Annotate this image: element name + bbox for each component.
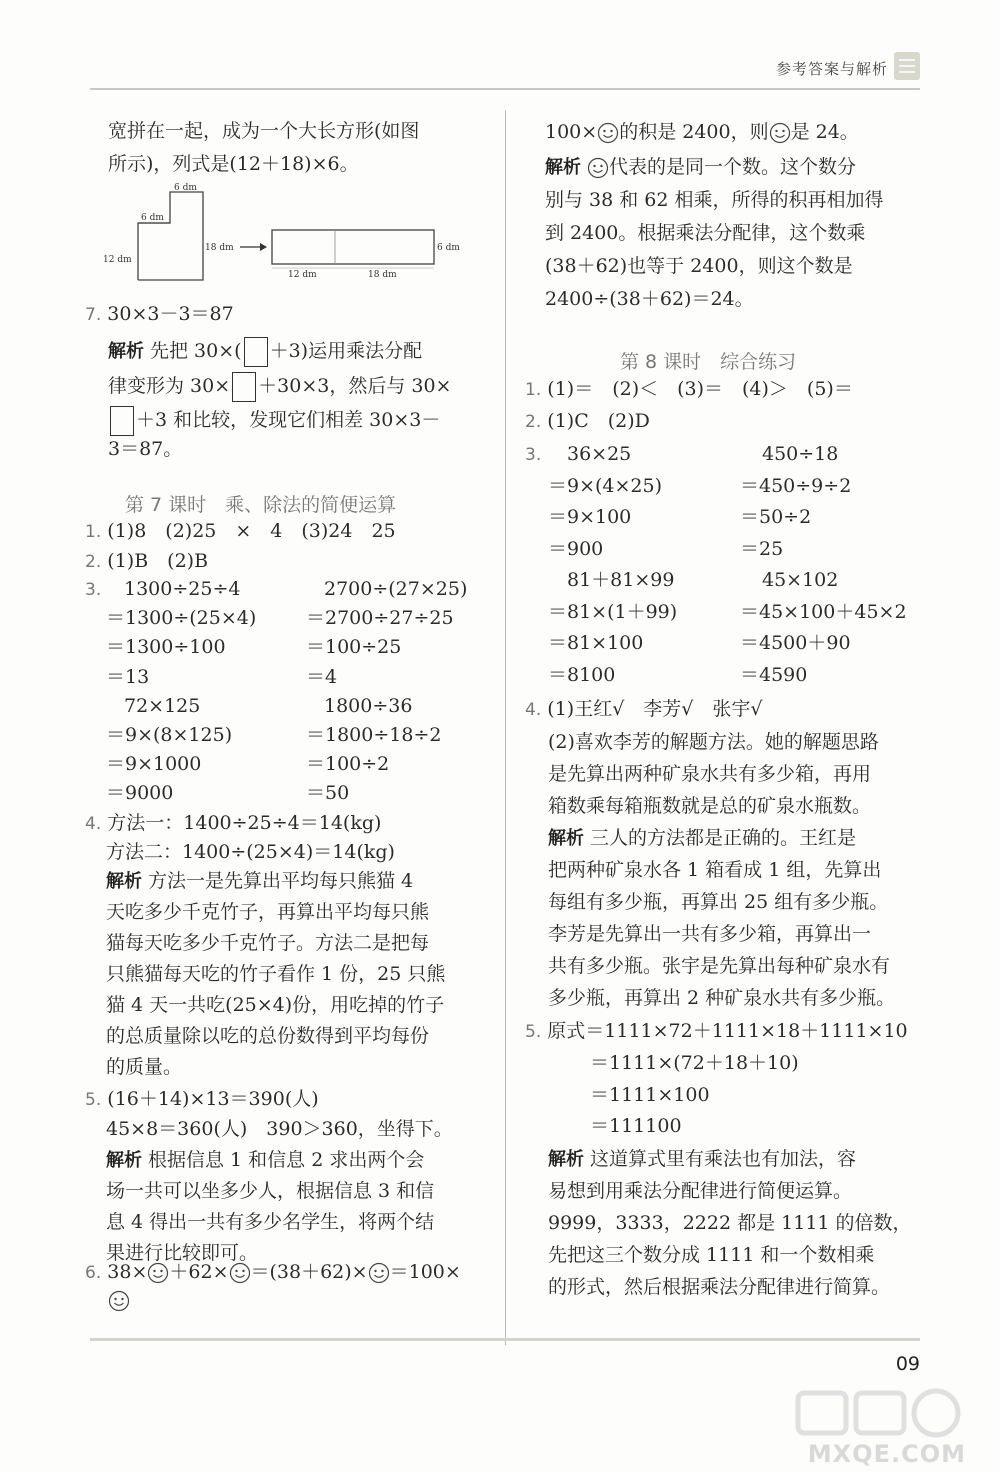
header-rule (90, 88, 920, 90)
q7-number: 7. (85, 305, 102, 325)
a5-jx-3: 息 4 得出一共有多少名学生，将两个结 (106, 1211, 435, 1233)
calc-line: ＝81×100 (548, 632, 644, 654)
footer-rule (90, 1338, 920, 1341)
b4-line-1: 4. (1)王红√ 李芳√ 张宇√ (525, 698, 763, 720)
calc-line: ＝100÷25 (306, 636, 402, 658)
calc-line: 36×25 (567, 443, 632, 465)
b4-jx-2: 把两种矿泉水各 1 箱看成 1 组，先算出 (548, 859, 882, 881)
a4-jx-6: 的总质量除以吃的总份数得到平均每份 (106, 1025, 430, 1047)
r-jx-4: (38＋62)也等于 2400，则这个数是 (545, 255, 853, 277)
a5-jx-4: 果进行比较即可。 (106, 1242, 259, 1264)
lesson8-title: 第 8 课时 综合练习 (620, 351, 797, 373)
intro-line-1: 宽拼在一起，成为一个大长方形(如图 (108, 120, 420, 142)
fig-label-6dm-right: 6 dm (437, 243, 460, 253)
b5-jx-1: 解析 这道算式里有乘法也有加法，容 (548, 1148, 857, 1170)
q7-answer: 30×3－3＝87 (107, 303, 234, 325)
column-divider (505, 110, 506, 1345)
calc-line: ＝4500＋90 (740, 632, 851, 654)
calc-line: 45×102 (762, 569, 839, 591)
q7-line (85, 305, 234, 324)
a6-line: 6. 38× ＋62× ＝(38＋62)× ＝100× (85, 1261, 461, 1283)
calc-line: ＝9×(4×25) (548, 475, 663, 497)
calc-line: ＝13 (106, 666, 150, 688)
b5-line-3: ＝1111×100 (590, 1084, 710, 1106)
b5-jx-5: 的形式，然后根据乘法分配律进行简算。 (548, 1276, 891, 1298)
rectangle-figure (100, 180, 480, 290)
calc-line: ＝9×100 (548, 506, 632, 528)
calc-line: ＝9×1000 (106, 753, 202, 775)
calc-line: 2700÷(27×25) (324, 578, 468, 600)
a4-jx-3: 猫每天吃多少千克竹子。方法二是把每 (106, 932, 430, 954)
calc-line: ＝1800÷18÷2 (306, 724, 442, 746)
calc-line: ＝25 (740, 538, 784, 560)
b5-line-1: 5. 原式＝1111×72＋1111×18＋1111×10 (525, 1020, 908, 1042)
a4-jx-7: 的质量。 (106, 1056, 183, 1078)
header-title: 参考答案与解析 (775, 60, 888, 78)
calc-line: 81＋81×99 (567, 569, 675, 591)
page-number: 09 (895, 1353, 920, 1375)
b1-line: 1. (1)＝ (2)＜ (3)＝ (4)＞ (5)＝ (525, 378, 853, 400)
blank-box (244, 337, 268, 367)
r-jx-1: 解析 代表的是同一个数。这个数分 (545, 156, 857, 178)
q7-jx-4: 3＝87。 (108, 438, 183, 460)
intro-line-2: 所示)，列式是(12＋18)×6。 (108, 153, 359, 175)
a4-jx-5: 猫 4 天一共吃(25×4)份，用吃掉的竹子 (106, 994, 445, 1016)
calc-line: ＝4590 (740, 664, 808, 686)
book-icon (894, 52, 920, 80)
b5-jx-4: 先把这三个数分成 1111 和一个数相乘 (548, 1244, 875, 1266)
b5-jx-3: 9999，3333，2222 都是 1111 的倍数， (548, 1212, 912, 1234)
a5-jx-1: 解析 根据信息 1 和信息 2 求出两个会 (106, 1149, 425, 1171)
calc-line: 1800÷36 (324, 695, 413, 717)
b5-line-4: ＝111100 (590, 1115, 682, 1137)
calc-line: ＝9×(8×125) (106, 724, 233, 746)
a5-line-1: 5. (16＋14)×13＝390(人) (85, 1088, 319, 1110)
calc-line: ＝50÷2 (740, 506, 812, 528)
calc-line: ＝100÷2 (306, 753, 390, 775)
calc-line: ＝9000 (106, 782, 174, 804)
a3-number: 3. (85, 580, 102, 600)
r-jx-5: 2400÷(38＋62)＝24。 (545, 288, 754, 310)
r-jx-3: 到 2400。根据乘法分配律，这个数乘 (545, 222, 866, 244)
smiley-icon (108, 1290, 130, 1312)
b4-jx-6: 多少瓶，再算出 2 种矿泉水共有多少瓶。 (548, 987, 896, 1009)
calc-line: ＝4 (306, 666, 338, 688)
b4-line-3: 是先算出两种矿泉水共有多少箱，再用 (548, 763, 872, 785)
a4-jx-4: 只熊猫每天吃的竹子看作 1 份，25 只熊 (106, 963, 446, 985)
a5-line-2: 45×8＝360(人) 390＞360，坐得下。 (106, 1118, 453, 1140)
a4-line-1: 4. 方法一：1400÷25÷4＝14(kg) (85, 812, 382, 834)
lesson7-title: 第 7 课时 乘、除法的简便运算 (125, 494, 397, 516)
b4-jx-4: 李芳是先算出一共有多少箱，再算出一 (548, 923, 872, 945)
jx-label: 解析 (108, 341, 144, 362)
fig-label-18dm-bottom: 18 dm (368, 270, 397, 280)
a4-jx-1: 解析 方法一是先算出平均每只熊猫 4 (106, 870, 414, 892)
calc-line: ＝450÷9÷2 (740, 475, 852, 497)
calc-line: ＝50 (306, 782, 350, 804)
b3-number: 3. (525, 445, 542, 465)
smiley-icon (368, 1262, 390, 1284)
b4-jx-3: 每组有多少瓶，再算出 25 组有多少瓶。 (548, 891, 889, 913)
fig-label-6dm-mid: 6 dm (141, 213, 164, 223)
a1-line: 1. (1)8 (2)25 × 4 (3)24 25 (85, 520, 396, 542)
a5-jx-2: 场一共可以坐多少人，根据信息 3 和信 (106, 1180, 435, 1202)
a2-line: 2. (1)B (2)B (85, 550, 209, 572)
b5-jx-2: 易想到用乘法分配律进行简便运算。 (548, 1180, 853, 1202)
blank-box (110, 406, 134, 436)
b4-line-2: (2)喜欢李芳的解题方法。她的解题思路 (548, 731, 879, 753)
calc-line: ＝1300÷(25×4) (106, 607, 257, 629)
b4-jx-5: 共有多少瓶。张宇是先算出每种矿泉水有 (548, 955, 891, 977)
smiley-icon (147, 1262, 169, 1284)
r-jx-2: 别与 38 和 62 相乘，所得的积再相加得 (545, 189, 884, 211)
calc-line: 450÷18 (762, 443, 839, 465)
smiley-icon (587, 157, 609, 179)
b4-line-4: 箱数乘每箱瓶数就是总的矿泉水瓶数。 (548, 795, 872, 817)
fig-label-6dm-top: 6 dm (174, 183, 197, 193)
b4-jx-1: 解析 三人的方法都是正确的。王红是 (548, 827, 857, 849)
b2-line: 2. (1)C (2)D (525, 410, 650, 432)
smiley-icon (597, 122, 619, 144)
smiley-icon (229, 1262, 251, 1284)
calc-line: 72×125 (124, 695, 201, 717)
a4-jx-2: 天吃多少千克竹子，再算出平均每只熊 (106, 901, 430, 923)
fig-label-12dm-bottom: 12 dm (288, 270, 317, 280)
a4-line-2: 方法二：1400÷(25×4)＝14(kg) (106, 841, 395, 863)
calc-line: ＝81×(1＋99) (548, 601, 678, 623)
fig-label-12dm: 12 dm (103, 255, 132, 265)
calc-line: ＝900 (548, 538, 604, 560)
fig-label-18dm: 18 dm (205, 243, 234, 253)
calc-line: ＝45×100＋45×2 (740, 601, 907, 623)
calc-line: ＝1300÷100 (106, 636, 226, 658)
watermark-site: MXQE.COM (807, 1440, 966, 1468)
calc-line: ＝2700÷27÷25 (306, 607, 454, 629)
q7-jx-3: ＋3 和比较，发现它们相差 30×3－ (108, 406, 440, 436)
calc-line: ＝8100 (548, 664, 616, 686)
calc-line: 1300÷25÷4 (124, 578, 241, 600)
blank-box (232, 372, 256, 402)
smiley-icon (769, 122, 791, 144)
b5-line-2: ＝1111×(72＋18＋10) (590, 1052, 799, 1074)
r-line-1: 100× 的积是 2400，则 是 24。 (545, 121, 859, 143)
q7-jx-2: 律变形为 30× ＋30×3，然后与 30× (108, 372, 451, 402)
q7-jx-1: 解析 先把 30×( ＋3)运用乘法分配 (108, 337, 422, 367)
